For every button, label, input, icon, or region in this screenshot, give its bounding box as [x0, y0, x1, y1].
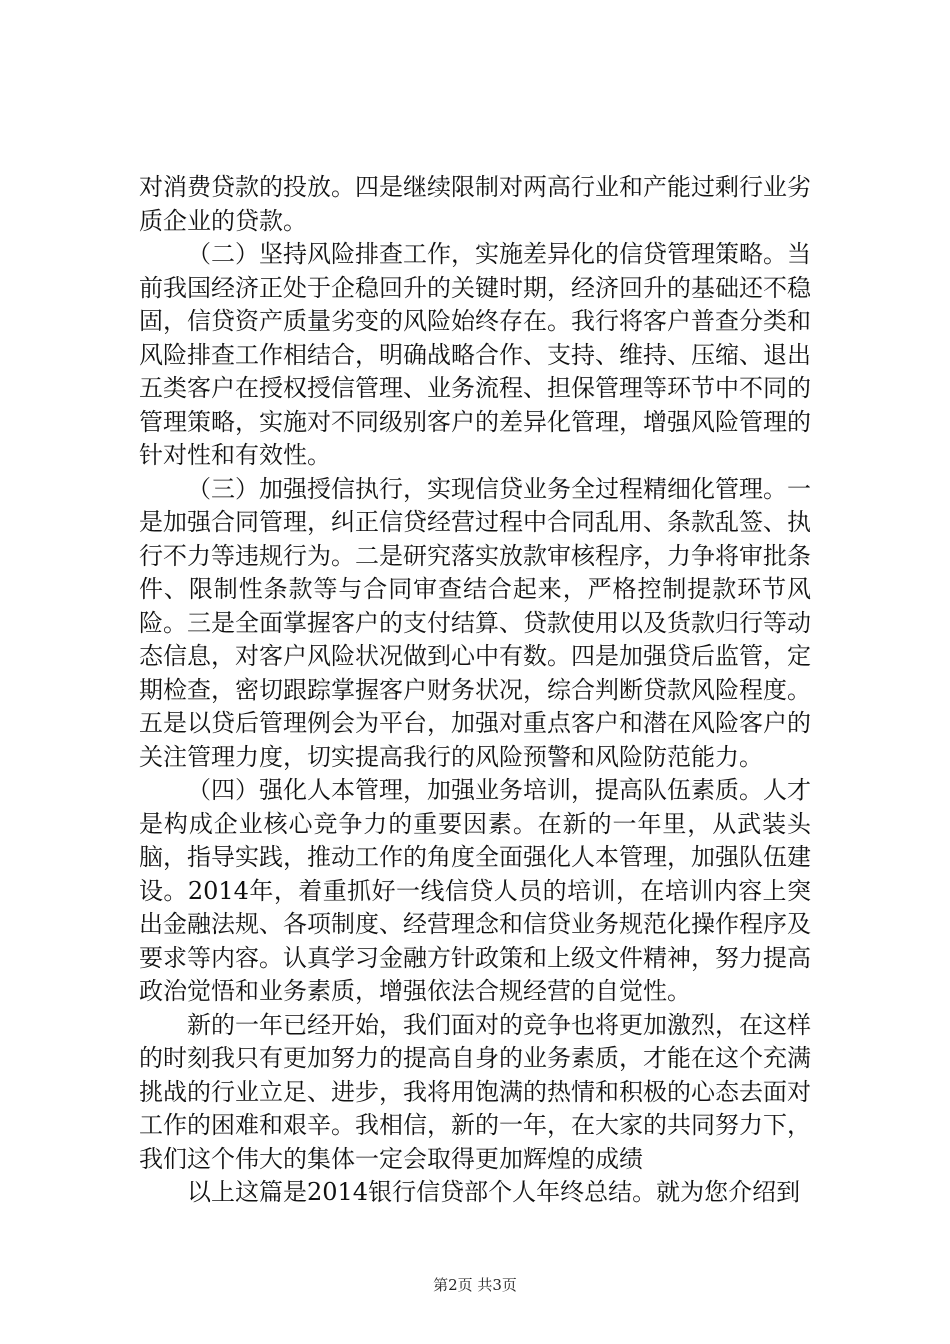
paragraph-section-4: （四）强化人本管理，加强业务培训，提高队伍素质。人才是构成企业核心竞争力的重要因素。在新的一年里，从武装头脑，指导实践，推动工作的角度全面强化人本管理，加强队伍建设。2014年，着重抓好一线信贷人员的培训，在培训内容上突出金融法规、各项制度、经营理念和信贷业务规范化操作程序及要求等内容。认真学习金融方针政策和上级文件精神，努力提高政治觉悟和业务素质，增强依法合规经营的自觉性。 [139, 776, 811, 1005]
paragraph-section-2: （二）坚持风险排查工作，实施差异化的信贷管理策略。当前我国经济正处于企稳回升的关键时期，经济回升的基础还不稳固，信贷资产质量劣变的风险始终存在。我行将客户普查分类和风险排查工作相结合，明确战略合作、支持、维持、压缩、退出五类客户在授权授信管理、业务流程、担保管理等环节中不同的管理策略，实施对不同级别客户的差异化管理，增强风险管理的针对性和有效性。 [139, 240, 811, 469]
page-footer: 第2页 共3页 [433, 1276, 517, 1294]
paragraph-closing: 以上这篇是2014银行信贷部个人年终总结。就为您介绍到 [187, 1178, 801, 1206]
document-body [139, 171, 811, 1210]
paragraph-continuation: 对消费贷款的投放。四是继续限制对两高行业和产能过剩行业劣质企业的贷款。 [139, 173, 811, 235]
paragraph-outlook: 新的一年已经开始，我们面对的竞争也将更加激烈，在这样的时刻我只有更加努力的提高自身的业务素质，才能在这个充满挑战的行业立足、进步，我将用饱满的热情和积极的心态去面对工作的困难和艰辛。我相信，新的一年，在大家的共同努力下，我们这个伟大的集体一定会取得更加辉煌的成绩 [139, 1010, 811, 1173]
paragraph-section-3: （三）加强授信执行，实现信贷业务全过程精细化管理。一是加强合同管理，纠正信贷经营过程中合同乱用、条款乱签、执行不力等违规行为。二是研究落实放款审核程序，力争将审批条件、限制性条款等与合同审查结合起来，严格控制提款环节风险。三是全面掌握客户的支付结算、贷款使用以及货款归行等动态信息，对客户风险状况做到心中有数。四是加强贷后监管，定期检查，密切跟踪掌握客户财务状况，综合判断贷款风险程度。五是以贷后管理例会为平台，加强对重点客户和潜在风险客户的关注管理力度，切实提高我行的风险预警和风险防范能力。 [139, 474, 811, 771]
